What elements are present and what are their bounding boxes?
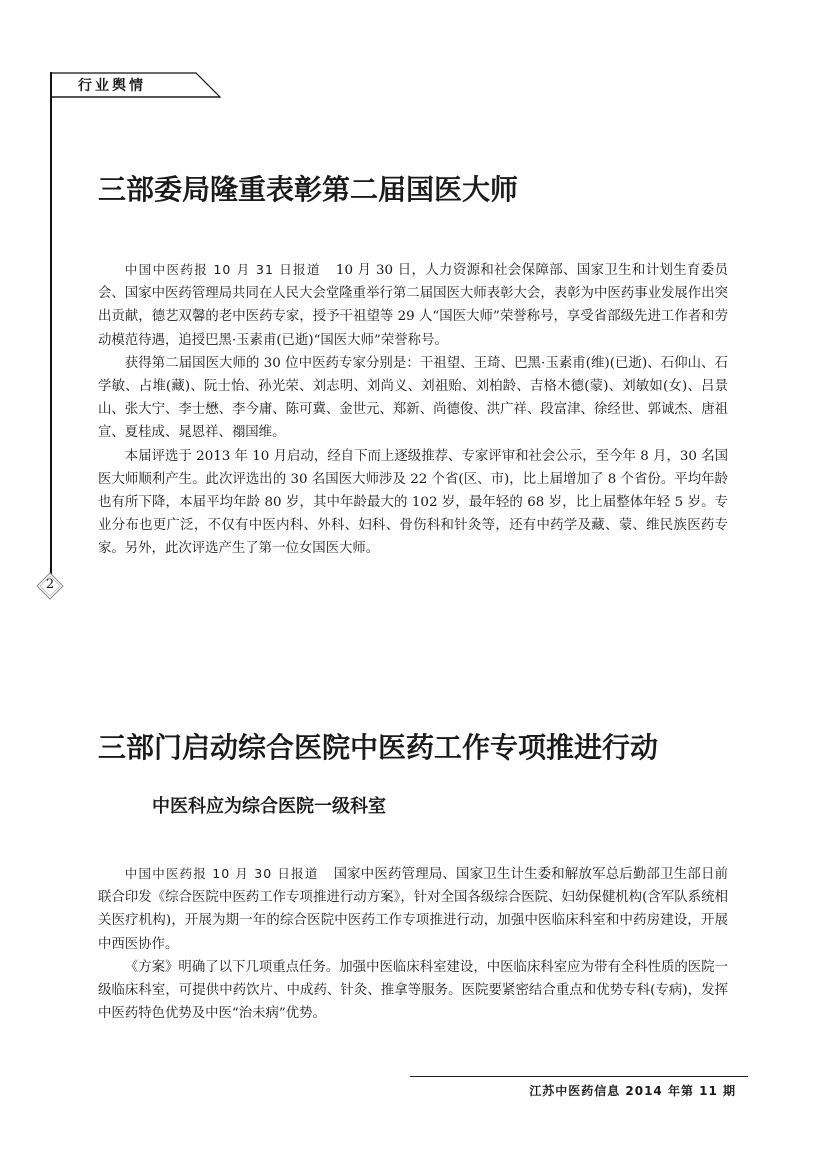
article-1-paragraph-text: 10 月 30 日，人力资源和社会保障部、国家卫生和计划生育委员会、国家中医药管理局共同在人民大会堂隆重举行第二届国医大师表彰大会，表彰为中医药事业发展作出突出贡献，德艺双馨的老中医药专家，授予干祖望等 29 人“国医大师”荣誉称号，享受省部级先进工作者和劳动模范待遇，追授巴黑·玉素甫(已逝)“国医大师”荣誉称号。	[98, 263, 728, 348]
article-2-subtitle: 中医科应为综合医院一级科室	[152, 796, 386, 817]
article-1-paragraph	[98, 258, 728, 352]
article-2-dateline: 中国中医药报 10 月 30 日报道	[124, 866, 319, 881]
article-1-paragraph: 本届评选于 2013 年 10 月启动，经自下而上逐级推荐、专家评审和社会公示，至今年 8 月，30 名国医大师顺利产生。此次评选出的 30 名国医大师涉及 22 个省(区、市)，比上届增加了 8 个省份。平均年龄也有所下降，本届平均年龄 80 岁，其中年龄最大的 102 岁，最年轻的 68 岁，比上届整体年轻 5 岁。专业分布也更广泛，不仅有中医内科、外科、妇科、骨伤科和针灸等，还有中药学及藏、蒙、维民族医药专家。另外，此次评选产生了第一位女国医大师。	[98, 448, 728, 557]
article-2-body	[98, 862, 728, 1025]
article-2-paragraph-text: 国家中医药管理局、国家卫生计生委和解放军总后勤部卫生部日前联合印发《综合医院中医药工作专项推进行动方案》，针对全国各级综合医院、妇幼保健机构(含军队系统相关医疗机构)，开展为期一年的综合医院中医药工作专项推进行动，加强中医临床科室和中药房建设，开展中西医协作。	[98, 867, 728, 952]
page-number-badge	[36, 572, 64, 600]
page-number: 2	[45, 577, 55, 592]
article-1-body	[98, 258, 728, 561]
article-2-title: 三部门启动综合医院中医药工作专项推进行动	[98, 731, 659, 764]
article-1-dateline: 中国中医药报 10 月 31 日报道	[124, 262, 321, 277]
section-header-tab	[50, 72, 220, 98]
article-1-paragraph: 获得第二届国医大师的 30 位中医药专家分别是：干祖望、王琦、巴黑·玉素甫(维)(已逝)、石仰山、石学敏、占堆(藏)、阮士怡、孙光荣、刘志明、刘尚义、刘祖贻、刘柏龄、吉格木德(蒙)、刘敏如(女)、吕景山、张大宁、李士懋、李今庸、陈可冀、金世元、郑新、尚德俊、洪广祥、段富津、徐经世、郭诚杰、唐祖宣、夏桂成、晁恩祥、禤国维。	[98, 355, 728, 441]
left-margin-rule	[50, 72, 52, 582]
footer-rule	[410, 1076, 748, 1077]
section-label: 行业舆情	[78, 78, 146, 94]
article-1-title: 三部委局隆重表彰第二届国医大师	[98, 173, 519, 206]
journal-footer: 江苏中医药信息 2014 年第 11 期	[529, 1084, 736, 1098]
article-2-paragraph: 《方案》明确了以下几项重点任务。加强中医临床科室建设，中医临床科室应为带有全科性质的医院一级临床科室，可提供中药饮片、中成药、针灸、推拿等服务。医院要紧密结合重点和优势专科(专病)，发挥中医药特色优势及中医“治未病”优势。	[98, 959, 728, 1022]
article-2-paragraph	[98, 862, 728, 956]
